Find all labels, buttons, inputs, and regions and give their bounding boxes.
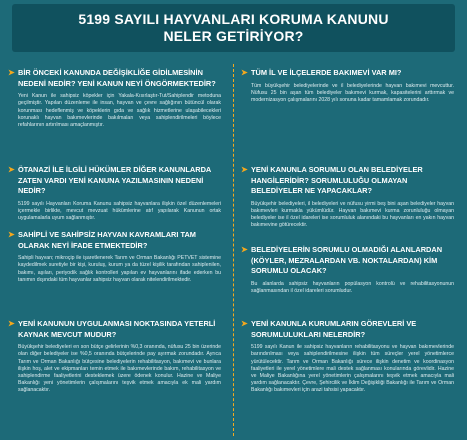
arrow-right-icon: ➤ — [241, 165, 248, 174]
faq-question: ➤ YENİ KANUNLA KURUMLARIN GÖREVLERİ VE SORUMLULUKLARI NELERDİR? — [241, 319, 417, 339]
faq-item-left-2 — [8, 165, 221, 222]
faq-answer: Yeni Kanun ile sahipsiz köpekler için Yakala-Kısırlaştır-Tut/Sahiplendir metoduna geçilmiştir. Yapılan düzenleme ile insan, hayvan ve çevre sağlığının bütüncül olarak korunması hedeflenmiş ve köpeklerin gıda ve sağlık hizmetlerine ulaşabilecekleri korunaklı hayvan bakımevlerinde bakılmaları veya sahiplendirilmeleri böylece refahlarının artırılması amaçlanmıştır. — [18, 93, 221, 128]
column-divider — [233, 64, 234, 436]
faq-item-left-4 — [8, 319, 221, 395]
faq-item-left-1 — [8, 68, 221, 129]
arrow-right-icon: ➤ — [241, 68, 248, 77]
arrow-right-icon: ➤ — [8, 165, 15, 174]
faq-answer: Bu alanlarda sahipsiz hayvanların popülasyon kontrolü ve rehabilitasyonunun sağlanmasından il özel idareleri sorumludur. — [251, 280, 454, 294]
faq-question: ➤ TÜM İL VE İLÇELERDE BAKIMEVİ VAR MI? — [241, 68, 402, 77]
faq-item-right-3 — [241, 245, 454, 295]
faq-question: ➤ BİR ÖNCEKİ KANUNDA DEĞİŞİKLİĞE GİDİLMESİNİN NEDENİ NEDİR? YENİ KANUN NEYİ ÖNGÖRMEKTEDİR? — [8, 68, 216, 88]
faq-item-right-4 — [241, 319, 454, 395]
faq-answer: Sahipli hayvan; mikroçip ile işaretlenerek Tarım ve Orman Bakanlığı PETVET sistemine kaydedilmek suretiyle bir kişi, kuruluş, kurum ya da tüzel kişilik tarafından sahiplenilen, bakımı, aşıları, periyodik sağlık kontrolleri yapılan ev hayvanlarını ifade ederken bu tanımın dışındaki tüm hayvanlar sahipsiz hayvan olarak nitelendirilmektedir. — [18, 255, 221, 283]
faq-item-right-1 — [241, 68, 454, 104]
page-title-line-1: 5199 SAYILI HAYVANLARI KORUMA KANUNU — [78, 11, 389, 27]
title-banner — [12, 4, 455, 52]
faq-question: ➤ ÖTANAZİ İLE İLGİLİ HÜKÜMLER DİĞER KANUNLARDA ZATEN VARDI YENİ KANUNA YAZILMASININ NEDENİ NEDİR? — [8, 165, 211, 196]
faq-answer: Büyükşehir belediyeleri, il belediyeleri ve nüfusu yirmi beş bini aşan belediyeler hayvan bakımevleri kurmakla yükümlüdür. Hayvan bakımevi kurma zorunluluğu olmayan belediyeler ise il özel idareleri ise sorumluluk alanındaki bu hayvanları en yakın hayvan bakımevine götürecektir. — [251, 200, 454, 229]
faq-answer: 5199 sayılı Hayvanları Koruma Kanunu sahipsiz hayvanlara ilişkin özel düzenlemeleri içermekle birlikte, mevcut mevzuat hükümlerine atıf yapılarak Kanunun ortak uygulamalarla uyum sağlanmıştır. — [18, 200, 221, 222]
arrow-right-icon: ➤ — [241, 245, 248, 254]
faq-answer: Büyükşehir belediyeleri en son bütçe gelirlerinin %0,3 oranında, nüfusu 25 bin üzerinde olan diğer belediyeler ise %0,5 oranında bütçelerinde pay ayırmak zorundadır. Ayrıca Tarım ve Orman Bakanlığı bütçesine belediyelerin rehabilitasyon, bakımevi ve bunlara ilişkin hoş, alet ve ekipmanları temin etmek ile bakımevlerinde bakım, rehabilitasyon ve sahiplendirme faaliyetlerini desteklemek üzere ödenek konulur. Hazine ve Maliye Bakanlığı yeni yönetimlerin çalışmalarını teşvik etmek amacıyla ek mali yardım sağlanacaktır. — [18, 344, 221, 394]
arrow-right-icon: ➤ — [8, 68, 15, 77]
faq-answer: 5199 sayılı Kanun ile sahipsiz hayvanların rehabilitasyonu ve hayvan bakımevlerinde barındırılması veya sahiplendirilmesine ilişkin tüm süreçler yerel yönetimlerce yürütülecektir. Tarım ve Orman Bakanlığı sürece ilişkin denetim ve koordinasyon faaliyetleri ile yerel yönetimlere mali destek sağlanması konularında görevlidir. Hazine ve Maliye Bakanlığına yerel yönetimlerin çalışmalarını teşvik etmek amacıyla mali yardım sağlanacaktır. Çevre, Şehircilik ve İklim Değişikliği Bakanlığı ile Tarım ve Orman Bakanlığı bakımevleri için arazi tahsisi yapacaktır. — [251, 344, 454, 394]
arrow-right-icon: ➤ — [8, 319, 15, 328]
faq-question: ➤ YENİ KANUNLA SORUMLU OLAN BELEDİYELER HANGİLERİDİR? SORUMLULUĞU OLMAYAN BELEDİYELER NE YAPACAKLAR? — [241, 165, 423, 196]
faq-answer: Tüm büyükşehir belediyelerinde ve il belediyelerinde hayvan bakımevi mevcuttur. Nüfusu 25 bin aşan tüm belediyeler bakımevi kurmak, kapasitelerini arttırmak ve modernizasyon çalışmalarını 2028 yılı sonuna kadar tamamlamak zorundadır. — [251, 82, 454, 103]
arrow-right-icon: ➤ — [241, 319, 248, 328]
faq-item-left-3 — [8, 230, 221, 284]
faq-question: ➤ SAHİPLİ VE SAHİPSİZ HAYVAN KAVRAMLARI TAM OLARAK NEYİ İFADE ETMEKTEDİR? — [8, 230, 196, 250]
faq-question: ➤ YENİ KANUNUN UYGULANMASI NOKTASINDA YETERLİ KAYNAK MEVCUT MUDUR? — [8, 319, 216, 339]
page-title-line-2: NELER GETİRİYOR? — [163, 28, 304, 44]
faq-item-right-2 — [241, 165, 454, 230]
faq-question: ➤ BELEDİYELERİN SORUMLU OLMADIĞI ALANLARDAN (KÖYLER, MEZRALARDAN VB. NOKTALARDAN) KİM SORUMLU OLACAK? — [241, 245, 443, 276]
arrow-right-icon: ➤ — [8, 230, 15, 239]
